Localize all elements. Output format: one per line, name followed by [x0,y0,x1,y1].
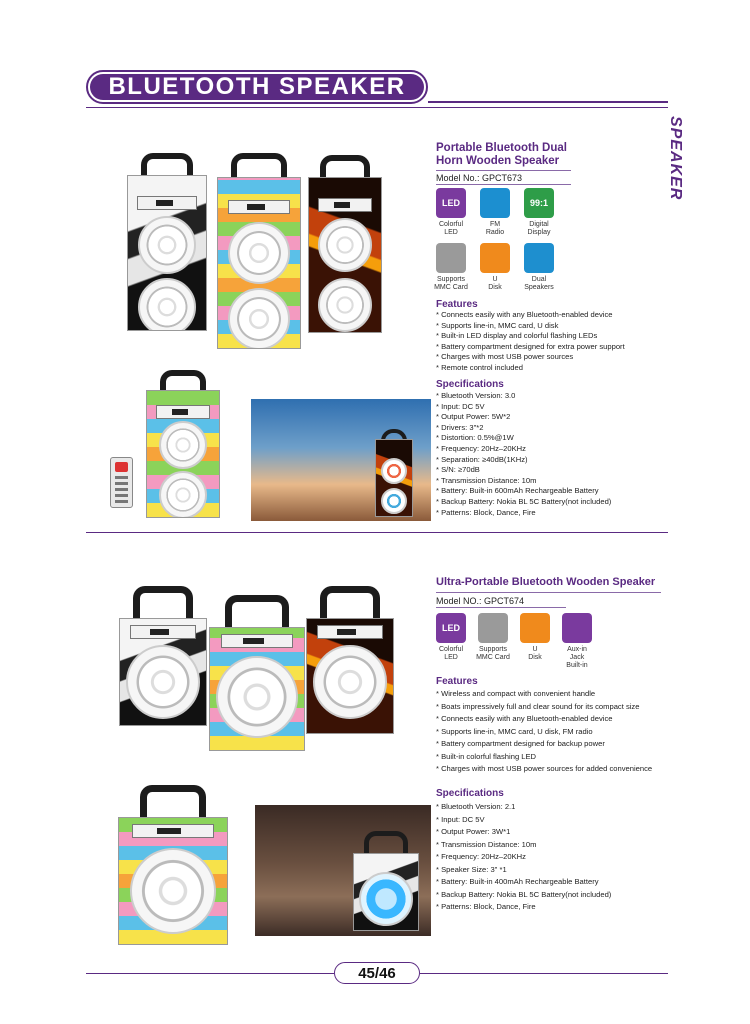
speaker-block-pattern [217,153,301,349]
spec-item: * Bluetooth Version: 2.1 [436,801,611,814]
speaker-dance-pattern [127,153,207,331]
product2-feature-icon-1 [475,613,511,670]
product1-feature-icon-1 [477,188,513,237]
product1-feature-icon-label: Colorful LED [438,221,464,236]
footer-rule-right [420,973,668,974]
product2-feature-icon-label: U Disk [528,646,542,661]
spec-item: * Speaker Size: 3" *1 [436,864,611,877]
feature-item: * Charges with most USB power sources [436,352,625,363]
feature-item: * Connects easily with any Bluetooth-enabled device [436,713,652,726]
footer-rule-left [86,973,334,974]
product2-feature-icon-0 [433,613,469,670]
page-title: BLUETOOTH SPEAKER [90,74,424,100]
speaker-block-single [118,785,228,945]
spec-item: * Bluetooth Version: 3.0 [436,391,611,402]
feature-item: * Connects easily with any Bluetooth-enabled device [436,310,625,321]
feature-item: * Charges with most USB power sources for added convenience [436,763,652,776]
product1-feature-icon-badge [524,243,554,273]
product2-feature-icon-2 [517,613,553,670]
product1-feature-icon-3 [433,243,469,292]
product1-feature-icon-2 [521,188,557,237]
feature-item: * Battery compartment designed for extra power support [436,342,625,353]
product2-feature-icon-badge [562,613,592,643]
spec-item: * Battery: Built-in 600mAh Rechargeable Battery [436,486,611,497]
spec-item: * Patterns: Block, Dance, Fire [436,508,611,519]
header-rule-thin [86,107,668,108]
product1-title-line1: Portable Bluetooth Dual [436,142,567,154]
product1-feature-icon-label: FM Radio [485,221,505,236]
spec-item: * Frequency: 20Hz–20KHz [436,851,611,864]
product1-specs-title: Specifications [436,379,504,390]
product2-feature-icon-badge: LED [436,613,466,643]
product1-model-number: Model No.: GPCT673 [436,173,523,183]
spec-item: * Input: DC 5V [436,402,611,413]
lifestyle-photo-dance-floor [255,805,431,936]
spec-item: * Distortion: 0.5%@1W [436,433,611,444]
product2-title: Ultra-Portable Bluetooth Wooden Speaker [436,576,656,588]
spec-item: * Backup Battery: Nokia BL 5C Battery(not included) [436,497,611,508]
remote-control-image [110,457,133,508]
product1-feature-icon-label: Digital Display [527,221,551,236]
product2-model-rule [436,607,566,608]
product1-title [436,142,567,168]
product1-features-list [436,310,625,374]
product2-specs-title: Specifications [436,788,504,799]
product1-feature-icon-badge: 99:1 [524,188,554,218]
lifestyle-photo-dancers [251,399,431,521]
product1-specs-list [436,391,611,518]
product1-model-rule [436,184,571,185]
product1-title-rule [436,170,571,171]
product1-feature-icon-badge: LED [436,188,466,218]
speaker-in-photo [375,429,413,517]
spec-item: * Input: DC 5V [436,814,611,827]
product1-feature-icon-badge [480,243,510,273]
product1-feature-icon-badge [436,243,466,273]
feature-item: * Battery compartment designed for backup power [436,738,652,751]
speaker-block-pattern-compact [209,595,305,751]
product1-feature-icon-4 [477,243,513,292]
page-number: 45/46 [334,962,420,984]
spec-item: * Output Power: 5W*2 [436,412,611,423]
product1-title-line2: Horn Wooden Speaker [436,155,560,167]
product2-feature-icon-badge [520,613,550,643]
product2-specs-list [436,801,611,914]
product1-feature-icon-5 [521,243,557,292]
speaker-in-photo-2 [353,831,419,931]
product1-features-title: Features [436,299,478,310]
header-banner [86,70,428,104]
product2-model-number: Model NO.: GPCT674 [436,596,525,606]
product2-feature-icon-badge [478,613,508,643]
spec-item: * S/N: ≥70dB [436,465,611,476]
spec-item: * Transmission Distance: 10m [436,839,611,852]
product2-title-rule [436,592,661,593]
spec-item: * Output Power: 3W*1 [436,826,611,839]
feature-item: * Supports line-in, MMC card, U disk [436,321,625,332]
feature-item: * Wireless and compact with convenient handle [436,688,652,701]
spec-item: * Drivers: 3"*2 [436,423,611,434]
side-category-label: SPEAKER [667,116,684,201]
product1-feature-icon-label: Dual Speakers [524,276,554,291]
feature-item: * Built-in LED display and colorful flashing LEDs [436,331,625,342]
feature-item: * Remote control included [436,363,625,374]
product1-feature-icon-label: U Disk [488,276,502,291]
speaker-fire-pattern-compact [306,586,394,734]
spec-item: * Backup Battery: Nokia BL 5C Battery(not included) [436,889,611,902]
product1-feature-icon-badge [480,188,510,218]
speaker-dance-pattern-compact [119,586,207,726]
spec-item: * Frequency: 20Hz–20KHz [436,444,611,455]
product2-feature-icon-label: Aux-in Jack Built-in [566,646,588,669]
spec-item: * Transmission Distance: 10m [436,476,611,487]
spec-item: * Patterns: Block, Dance, Fire [436,901,611,914]
speaker-fire-pattern [308,155,382,333]
product2-features-list [436,688,652,776]
feature-item: * Supports line-in, MMC card, U disk, FM radio [436,726,652,739]
spec-item: * Battery: Built-in 400mAh Rechargeable Battery [436,876,611,889]
product1-feature-icon-label: Supports MMC Card [434,276,468,291]
feature-item: * Built-in colorful flashing LED [436,751,652,764]
section-divider [86,532,668,533]
speaker-block-with-remote [146,370,220,518]
header-rule [428,101,668,103]
product2-feature-icon-label: Supports MMC Card [476,646,510,661]
product1-feature-icon-0 [433,188,469,237]
product2-feature-icon-label: Colorful LED [438,646,464,661]
spec-item: * Separation: ≥40dB(1KHz) [436,455,611,466]
product2-features-title: Features [436,676,478,687]
product2-feature-icon-3 [559,613,595,670]
feature-item: * Boats impressively full and clear sound for its compact size [436,701,652,714]
